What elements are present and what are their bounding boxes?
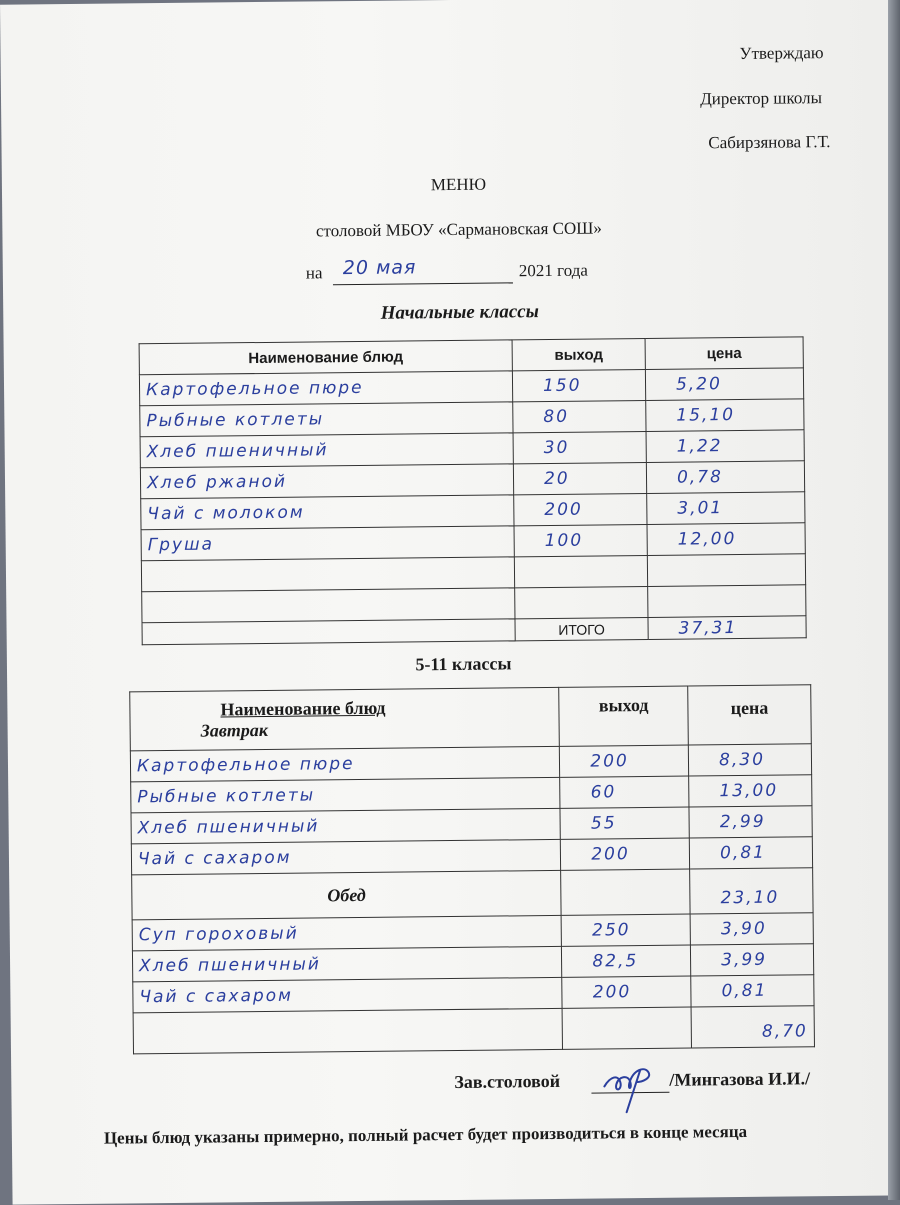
- dish-name: Картофельное пюре: [130, 746, 560, 781]
- canteen-head-label: Зав.столовой: [454, 1070, 561, 1093]
- dish-output: 82,5: [562, 945, 691, 977]
- lunch-total-row: [133, 1006, 814, 1054]
- dish-output: 200: [560, 745, 689, 777]
- date-year: 2021 года: [518, 260, 588, 281]
- dish-output: 20: [513, 462, 646, 494]
- dish-output: 200: [561, 838, 690, 870]
- dish-name: Хлеб пшеничный: [140, 433, 513, 468]
- menu-title: МЕНЮ: [430, 174, 487, 195]
- primary-section-title: Начальные классы: [380, 301, 539, 324]
- lunch-header-row: [132, 868, 813, 920]
- canteen-name: столовой МБОУ «Сармановская СОШ»: [315, 218, 602, 241]
- signature-icon: [596, 1056, 677, 1117]
- col-name-header: [130, 687, 560, 750]
- col-name-label: Наименование блюд: [220, 697, 386, 720]
- dish-name: Груша: [141, 526, 514, 561]
- dish-output: 250: [561, 914, 690, 946]
- dish-price: 3,90: [690, 913, 813, 945]
- dish-price: 2,99: [689, 806, 812, 838]
- col-price-header: цена: [688, 685, 811, 745]
- dish-price: 12,00: [647, 523, 805, 556]
- dish-output: 200: [562, 976, 691, 1008]
- dish-price: 0,78: [646, 461, 804, 494]
- date-underline: [333, 282, 513, 285]
- dish-price: 15,10: [646, 399, 804, 432]
- breakfast-label: Завтрак: [200, 719, 269, 741]
- dish-output: 150: [512, 369, 645, 401]
- dish-price: 1,22: [646, 430, 804, 463]
- dish-name: Чай с сахаром: [133, 977, 563, 1012]
- dish-output: 60: [560, 776, 689, 808]
- col-output-header: выход: [559, 686, 688, 746]
- date-prefix: на: [305, 263, 323, 283]
- lunch-label: Обед: [132, 870, 562, 919]
- dish-output: 30: [513, 431, 646, 463]
- date-handwritten: 20 мая: [342, 256, 417, 280]
- col-price-header: цена: [645, 337, 803, 370]
- price-note: Цены блюд указаны примерно, полный расчет будет производиться в конце месяца: [103, 1121, 748, 1148]
- senior-section-title: 5-11 классы: [415, 653, 512, 675]
- canteen-head-name: /Мингазова И.И./: [669, 1068, 811, 1090]
- dish-name: Рыбные котлеты: [140, 402, 513, 437]
- dish-output: 80: [513, 400, 646, 432]
- director-position: Директор школы: [700, 88, 823, 109]
- dish-name: Хлеб пшеничный: [132, 946, 562, 981]
- total-label: ИТОГО: [515, 617, 648, 640]
- col-output-header: выход: [512, 338, 645, 370]
- dish-name: Картофельное пюре: [139, 371, 512, 406]
- table-header-row: [130, 685, 812, 751]
- dish-price: 3,99: [691, 944, 814, 976]
- dish-price: 0,81: [691, 975, 814, 1007]
- dish-name: Хлеб ржаной: [140, 464, 513, 499]
- lunch-total: 8,70: [691, 1006, 814, 1048]
- director-name: Сабирзянова Г.Т.: [708, 132, 831, 153]
- dish-output: 100: [514, 524, 647, 556]
- senior-menu-table: [129, 684, 815, 1054]
- dish-name: Хлеб пшеничный: [131, 808, 561, 843]
- dish-price: 3,01: [647, 492, 805, 525]
- dish-output: 200: [514, 493, 647, 525]
- dish-output: 55: [560, 807, 689, 839]
- dish-price: 8,30: [688, 744, 811, 776]
- table-surface-edge: [888, 0, 900, 1200]
- dish-name: Рыбные котлеты: [131, 777, 561, 812]
- dish-name: Чай с сахаром: [131, 839, 561, 874]
- breakfast-total: 23,10: [690, 868, 813, 914]
- dish-price: 13,00: [689, 775, 812, 807]
- dish-price: 0,81: [689, 837, 812, 869]
- total-value: 37,31: [648, 616, 806, 640]
- dish-name: Чай с молоком: [141, 495, 514, 530]
- dish-name: Суп гороховый: [132, 915, 562, 950]
- dish-price: 5,20: [645, 368, 803, 401]
- approve-label: Утверждаю: [739, 43, 824, 63]
- primary-menu-table: [139, 336, 807, 645]
- col-name-header: Наименование блюд: [139, 340, 512, 375]
